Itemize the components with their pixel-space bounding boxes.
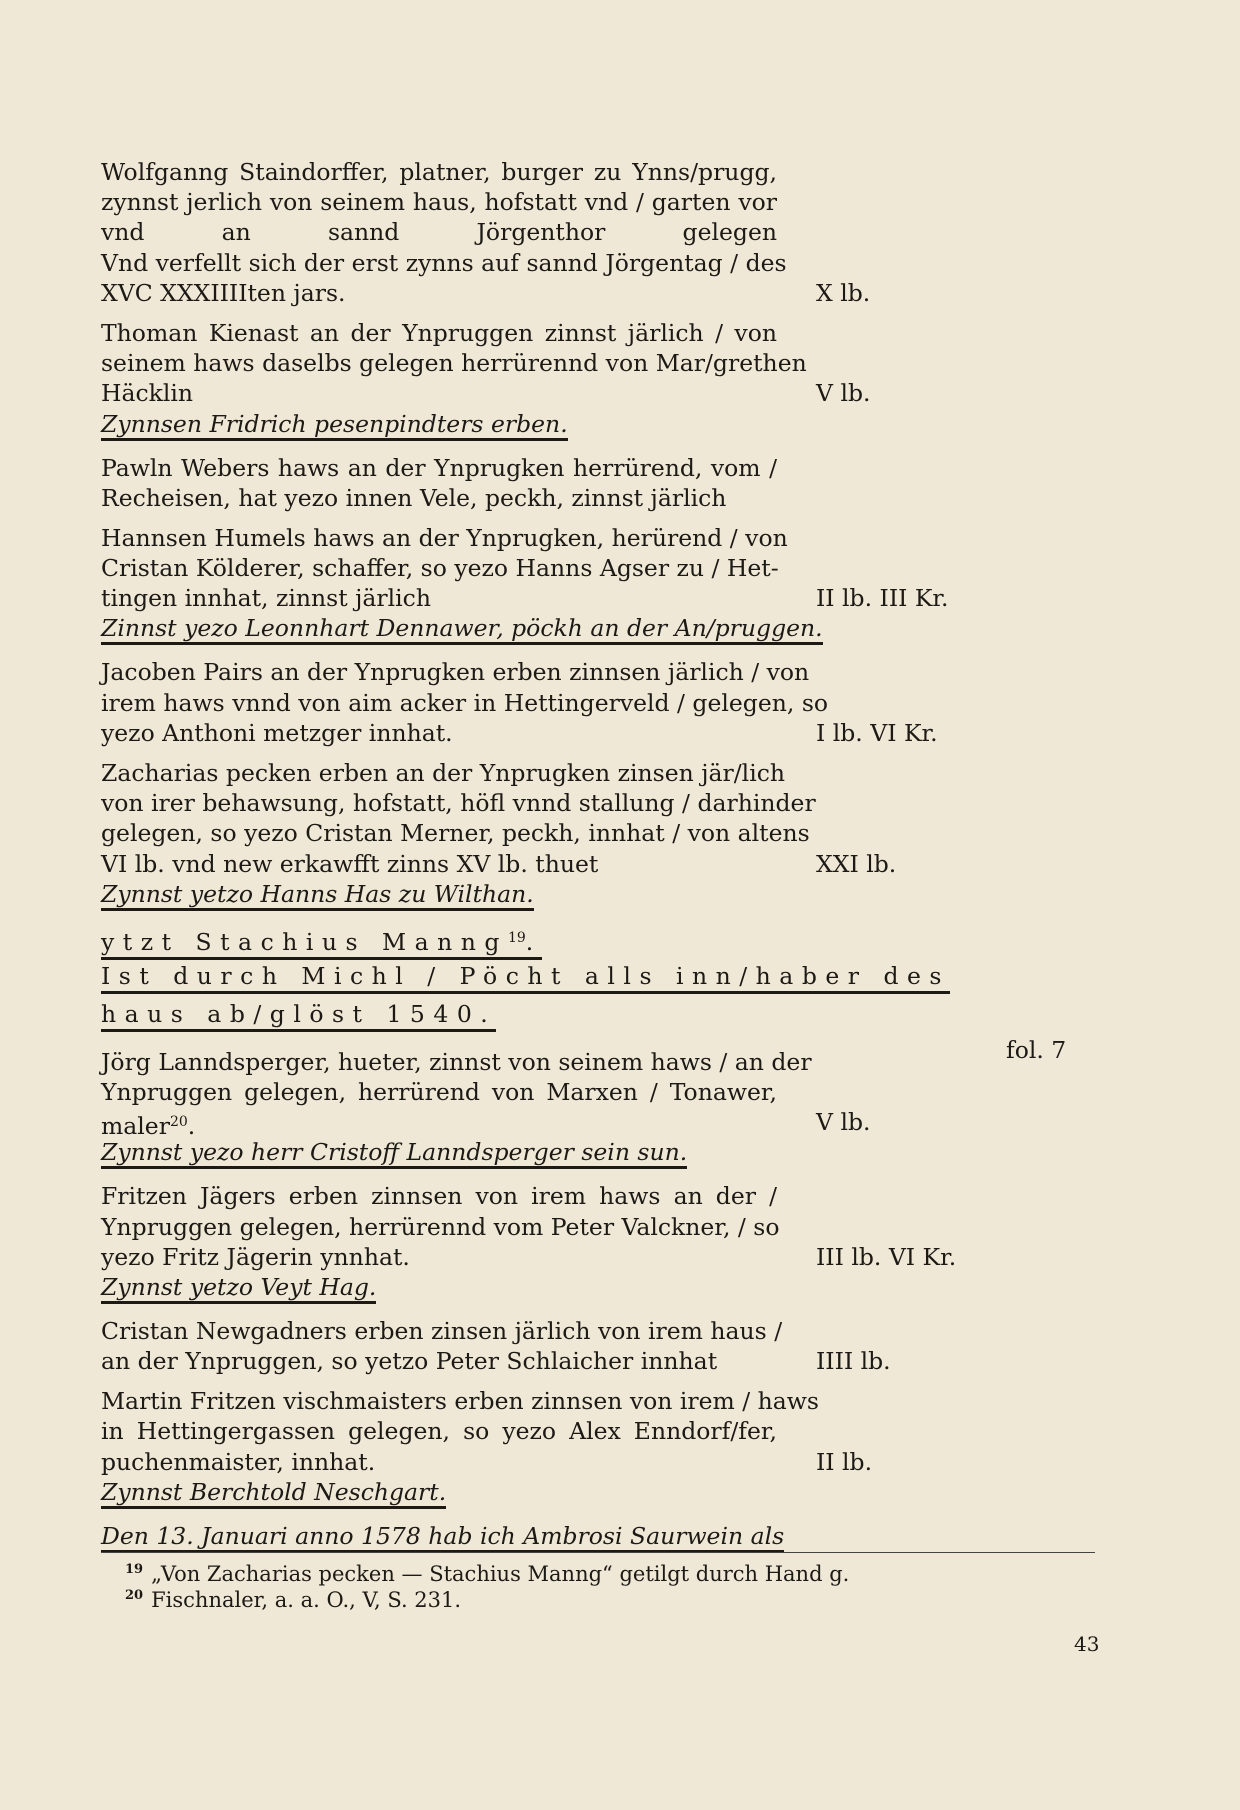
text-line <box>101 523 788 553</box>
text-line-content: Vnd verfellt sich der erst zynns auf sannd Jörgentag / des <box>101 248 787 277</box>
later-hand-note <box>101 1477 777 1511</box>
text-line <box>101 1047 812 1077</box>
text-line <box>101 1181 777 1211</box>
text-line-content: Recheisen, hat yezo innen Vele, peckh, zinnst järlich <box>101 483 727 512</box>
text-line <box>101 718 938 748</box>
spaced-annotation-content: Ist durch Michl / Pöcht alls inn/haber des <box>101 961 950 990</box>
later-hand-note-text: Zynnst yezo herr Cristoff Lanndsperger sein sun. <box>101 1138 687 1169</box>
entry <box>101 758 897 913</box>
text-line <box>101 278 871 308</box>
footnote-ref: 20 <box>169 1114 188 1131</box>
spaced-annotation-line <box>101 999 777 1037</box>
text-line <box>101 217 777 247</box>
text-line <box>101 1212 780 1242</box>
footnote-divider <box>101 1552 1095 1553</box>
text-line <box>101 553 777 583</box>
text-line-content: zynnst jerlich von seinem haus, hofstatt vnd / garten vor <box>101 188 777 217</box>
text-line-content: Cristan Kölderer, schaffer, so yezo Hanns Agser zu / Het- <box>101 554 779 583</box>
spaced-annotation-text: ytzt Stachius Manng$^{19}$. <box>101 923 542 960</box>
text-line <box>101 1447 873 1477</box>
amount: X lb. <box>816 278 871 307</box>
text-line-content: yezo Fritz Jägerin ynnhat. <box>101 1242 410 1271</box>
text-line-content: yezo Anthoni metzger innhat. <box>101 718 453 747</box>
text-line <box>101 157 777 187</box>
footnote-ref: 19 <box>507 929 526 946</box>
footnote-number: 19 <box>125 1562 144 1577</box>
amount: III lb. VI Kr. <box>816 1242 957 1271</box>
footnote-20 <box>125 1588 461 1612</box>
folio-marker: fol. 7 <box>1006 1036 1067 1064</box>
amount: IIII lb. <box>816 1347 891 1376</box>
text-line-content: Hannsen Humels haws an der Ynprugken, herürend / von <box>101 523 788 552</box>
footnote-text: Fischnaler, a. a. O., V, S. 231. <box>151 1588 462 1612</box>
amount: II lb. III Kr. <box>816 584 949 613</box>
amount: V lb. <box>816 379 871 408</box>
text-line-content: irem haws vnnd von aim acker in Hettingerveld / gelegen, so <box>101 688 829 717</box>
text-line <box>101 453 777 483</box>
text-line <box>101 348 807 378</box>
amount: V lb. <box>816 1108 871 1137</box>
text-line-content: in Hettingergassen gelegen, so yezo Alex Enndorf/fer, <box>101 1417 777 1446</box>
text-line <box>101 1386 819 1416</box>
footnote-text: „Von Zacharias pecken — Stachius Manng“ getilgt durch Hand g. <box>151 1562 850 1586</box>
entry <box>101 1181 957 1306</box>
text-line-content: VI lb. vnd new erkawfft zinns XV lb. thuet <box>101 849 599 878</box>
main-text-column <box>101 157 957 1555</box>
text-line-content: von irer behawsung, hofstatt, höfl vnnd stallung / darhinder <box>101 789 816 818</box>
text-line <box>101 483 777 513</box>
text-line <box>101 788 816 818</box>
entry <box>101 1047 871 1172</box>
text-line <box>101 1316 783 1346</box>
text-line-content: Jacoben Pairs an der Ynprugken erben zinnsen järlich / von <box>101 658 810 687</box>
text-line-content: XVC XXXIIIIten jars. <box>101 278 346 307</box>
later-hand-note <box>101 613 823 647</box>
text-line-content: maler <box>101 1112 170 1141</box>
text-line-content: Ynpruggen gelegen, herrürend von Marxen / Tonawer, <box>101 1077 777 1106</box>
text-line-content: Ynpruggen gelegen, herrürennd vom Peter Valckner, / so <box>101 1212 780 1241</box>
amount: XXI lb. <box>816 849 897 878</box>
text-line-content: Wolfganng Staindorffer, platner, burger zu Ynns/prugg, <box>101 158 777 186</box>
text-line <box>101 583 949 613</box>
later-hand-note <box>101 1137 777 1171</box>
text-line <box>101 248 787 278</box>
spaced-annotation-text <box>101 961 950 994</box>
text-line-content: seinem haws daselbs gelegen herrürennd von Mar/grethen <box>101 349 807 378</box>
text-line <box>101 849 897 879</box>
spaced-annotation-content: haus ab/glöst 1540. <box>101 999 497 1028</box>
entry <box>101 923 950 1037</box>
text-line <box>101 1346 891 1376</box>
entry <box>101 318 871 443</box>
footnote-19 <box>125 1562 849 1586</box>
text-line-content: Jörg Lanndsperger, hueter, zinnst von seinem haws / an der <box>101 1047 812 1076</box>
text-line <box>101 378 871 408</box>
closing-note <box>101 1521 785 1555</box>
spaced-annotation-line <box>101 923 777 961</box>
text-line: maler$^{20}$. V lb. <box>101 1108 871 1141</box>
text-line-content: Zacharias pecken erben an der Ynprugken zinsen jär/lich <box>101 759 786 787</box>
later-hand-note-text: Zynnst Berchtold Neschgart. <box>101 1478 446 1509</box>
text-line <box>101 758 786 788</box>
text-line-content: gelegen, so yezo Cristan Merner, peckh, innhat / von altens <box>101 819 810 848</box>
text-line <box>101 1242 957 1272</box>
text-line-content: Cristan Newgadners erben zinsen järlich von irem haus / <box>101 1316 783 1345</box>
later-hand-note-text: Zynnst yetzo Veyt Hag. <box>101 1273 376 1304</box>
later-hand-note-text: Zynnst yetzo Hanns Has zu Wilthan. <box>101 880 534 911</box>
spaced-annotation-text <box>101 999 496 1032</box>
text-line-content: an der Ynpruggen, so yetzo Peter Schlaicher innhat <box>101 1347 718 1376</box>
spaced-annotation-content: ytzt Stachius Manng <box>101 927 508 956</box>
text-line-content: Thoman Kienast an der Ynpruggen zinnst järlich / von <box>101 318 777 347</box>
page-number: 43 <box>1074 1632 1100 1656</box>
entry <box>101 523 949 648</box>
text-line <box>101 187 777 217</box>
closing-note-text: Den 13. Januari anno 1578 hab ich Ambrosi Saurwein als <box>101 1522 784 1553</box>
later-hand-note-text: Zinnst yezo Leonnhart Dennawer, pöckh an der An/pruggen. <box>101 614 823 645</box>
text-line <box>101 688 829 718</box>
text-line-content: Pawln Webers haws an der Ynprugken herrürend, vom / <box>101 453 777 482</box>
later-hand-note <box>101 409 777 443</box>
text-line <box>101 1077 777 1107</box>
text-line-content: vnd an sannd Jörgenthor gelegen <box>101 218 777 247</box>
amount: II lb. <box>816 1447 873 1476</box>
entry <box>101 657 938 748</box>
text-line-content: Häcklin <box>101 379 194 408</box>
later-hand-note-text: Zynnsen Fridrich pesenpindters erben. <box>101 410 568 441</box>
text-line <box>101 318 777 348</box>
text-line <box>101 818 810 848</box>
later-hand-note <box>101 1272 777 1306</box>
text-line-content: Martin Fritzen vischmaisters erben zinnsen von irem / haws <box>101 1387 819 1416</box>
later-hand-note <box>101 879 777 913</box>
text-line-content: tingen innhat, zinnst järlich <box>101 584 431 613</box>
entry <box>101 453 777 513</box>
entry <box>101 1316 891 1376</box>
entry <box>101 1386 873 1511</box>
entry <box>101 157 871 308</box>
footnote-number: 20 <box>125 1588 144 1603</box>
text-line <box>101 1416 777 1446</box>
text-line-content: puchenmaister, innhat. <box>101 1447 376 1476</box>
text-line-content: Fritzen Jägers erben zinnsen von irem haws an der / <box>101 1182 777 1211</box>
text-line <box>101 657 810 687</box>
amount: I lb. VI Kr. <box>816 718 938 747</box>
spaced-annotation-line <box>101 961 950 999</box>
